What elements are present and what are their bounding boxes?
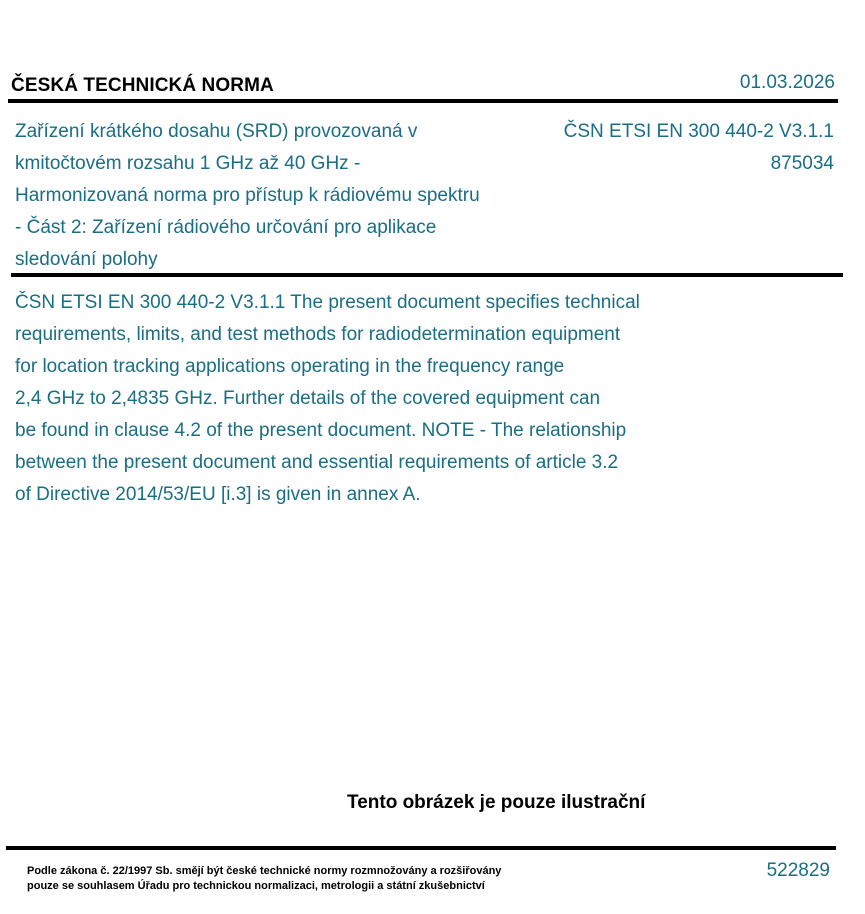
top-divider	[8, 99, 838, 103]
norm-title: Zařízení krátkého dosahu (SRD) provozovaná v kmitočtovém rozsahu 1 GHz až 40 GHz - Harmonizovaná norma pro přístup k rádiovému spektru - Část 2: Zařízení rádiového určování pro aplikace sledování polohy	[15, 121, 480, 270]
bottom-divider	[6, 846, 836, 850]
abstract-text: ČSN ETSI EN 300 440-2 V3.1.1 The present document specifies technical requirements, limits, and test methods for radiodetermination equipment for location tracking applications operating in the frequency range 2,4 GHz to 2,4835 GHz. Further details of the covered equipment can be found in clause 4.2 of the present document. NOTE - The relationship between the present document and essential requirements of article 3.2 of Directive 2014/53/EU [i.3] is given in annex A.	[15, 292, 640, 505]
illustrative-note: Tento obrázek je pouze ilustrační	[347, 792, 646, 813]
norm-code: ČSN ETSI EN 300 440-2 V3.1.1	[563, 121, 834, 142]
legal-line-1: Podle zákona č. 22/1997 Sb. smějí být české technické normy rozmnožovány a rozšiřovány	[27, 865, 502, 877]
header-title: ČESKÁ TECHNICKÁ NORMA	[11, 75, 274, 96]
norm-code-block	[564, 116, 834, 180]
middle-divider	[11, 273, 843, 277]
legal-notice	[27, 864, 501, 894]
document-id: 522829	[766, 860, 830, 881]
legal-line-2: pouze se souhlasem Úřadu pro technickou normalizaci, metrologii a státní zkušebnictví	[27, 880, 485, 892]
norm-catalog-number: 875034	[770, 153, 834, 174]
header-date: 01.03.2026	[739, 72, 835, 93]
